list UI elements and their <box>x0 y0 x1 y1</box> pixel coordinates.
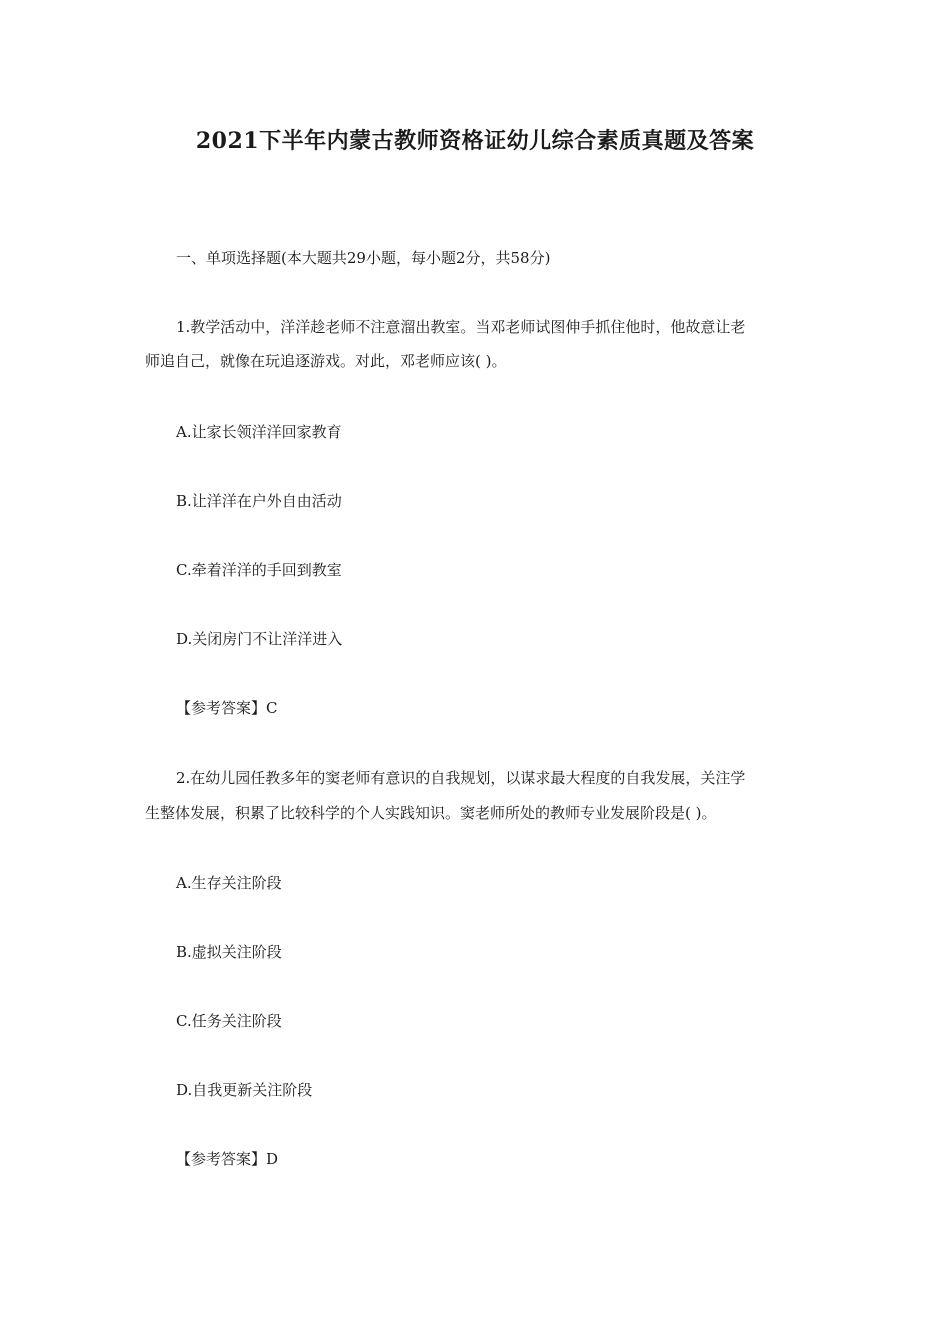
question-1-stem-line-1: 1.教学活动中，洋洋趁老师不注意溜出教室。当邓老师试图伸手抓住他时，他故意让老 <box>176 318 746 336</box>
question-2-option-d: D.自我更新关注阶段 <box>176 1081 313 1099</box>
question-1-option-a: A.让家长领洋洋回家教育 <box>176 423 342 441</box>
question-2-stem-line-2: 生整体发展，积累了比较科学的个人实践知识。窦老师所处的教师专业发展阶段是( )。 <box>145 804 717 822</box>
question-2-option-a: A.生存关注阶段 <box>176 874 282 892</box>
question-2-stem-line-1: 2.在幼儿园任教多年的窦老师有意识的自我规划，以谋求最大程度的自我发展，关注学 <box>176 769 746 787</box>
question-1-option-c: C.牵着洋洋的手回到教室 <box>176 561 342 579</box>
question-1-option-d: D.关闭房门不让洋洋进入 <box>176 630 343 648</box>
document-title: 2021下半年内蒙古教师资格证幼儿综合素质真题及答案 <box>195 128 755 154</box>
question-2-answer: 【参考答案】D <box>176 1150 279 1168</box>
question-1-stem-line-2: 师追自己，就像在玩追逐游戏。对此，邓老师应该( )。 <box>145 352 507 370</box>
question-2-option-b: B.虚拟关注阶段 <box>176 943 282 961</box>
section-heading: 一、单项选择题(本大题共29小题，每小题2分，共58分) <box>176 249 551 267</box>
question-1-option-b: B.让洋洋在户外自由活动 <box>176 492 342 510</box>
question-1-answer: 【参考答案】C <box>176 699 278 717</box>
question-2-option-c: C.任务关注阶段 <box>176 1012 282 1030</box>
